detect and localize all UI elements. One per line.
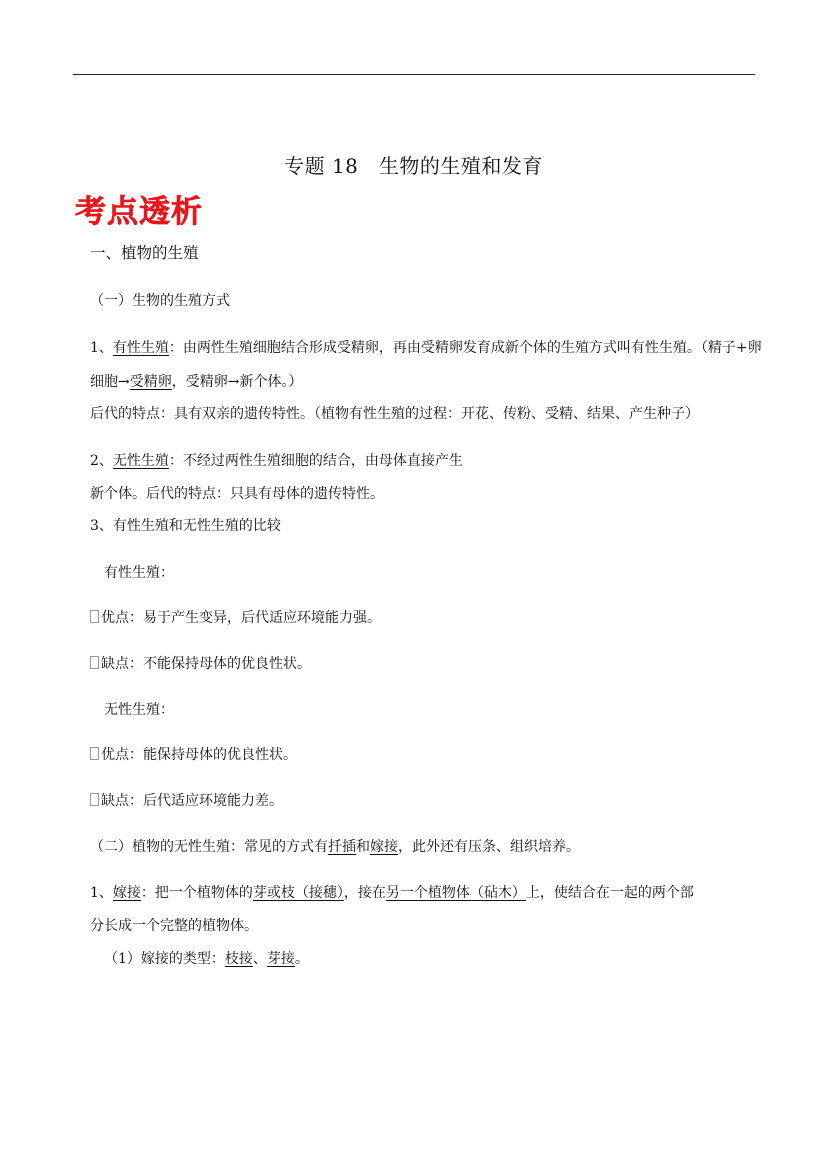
- term-rootstock: 另一个植物体（砧木）: [385, 885, 526, 901]
- term-zygote: 受精卵: [129, 374, 172, 390]
- asexual-label: 无性生殖：: [104, 702, 174, 718]
- paragraph-text: 。: [294, 951, 309, 967]
- graft-definition-line2: 分长成一个完整的植物体。: [90, 918, 258, 934]
- page-title: 专题 18 生物的生殖和发育: [284, 154, 543, 178]
- sexual-pro-text: 优点：易于产生变异，后代适应环境能力强。: [101, 610, 381, 626]
- paragraph-text: ，接在: [343, 885, 386, 901]
- asexual-pro-text: 优点：能保持母体的优良性状。: [101, 747, 297, 763]
- bullet-box-icon: [90, 610, 99, 623]
- bullet-box-icon: [90, 747, 99, 760]
- paragraph-text: ：由两性生殖细胞结合形成受精卵，再由受精卵发育成新个体的生殖方式叫有性生殖。（精子+卵: [168, 340, 762, 356]
- bullet-box-icon: [90, 793, 99, 806]
- paragraph-text: ，受精卵→新个体。）: [171, 374, 303, 390]
- paragraph-text: ：把一个植物体的: [140, 885, 253, 901]
- term-asexual: 无性生殖: [112, 453, 169, 469]
- banner-heading: 考点透析: [75, 194, 203, 230]
- term-sexual: 有性生殖: [112, 340, 169, 356]
- paragraph-text: ，此外还有压条、组织培养。: [398, 839, 580, 855]
- section-heading: 一、植物的生殖: [90, 244, 199, 262]
- term-grafting: 嫁接: [370, 839, 398, 855]
- paragraph-text: 、: [252, 951, 267, 967]
- item-number: 2、: [90, 453, 113, 469]
- term-scion: 芽或枝（接穗）: [252, 885, 344, 901]
- paragraph-sexual-traits: 后代的特点：具有双亲的遗传特性。（植物有性生殖的过程：开花、传粉、受精、结果、产生种子）: [90, 406, 699, 422]
- graft-definition-line1: [90, 885, 694, 902]
- sexual-label: 有性生殖：: [104, 565, 174, 581]
- subsection-heading: （一）生物的生殖方式: [90, 293, 230, 309]
- term-branch-graft: 枝接: [224, 951, 253, 967]
- asexual-con: [90, 793, 283, 810]
- asexual-con-text: 缺点：后代适应环境能力差。: [101, 793, 283, 809]
- term-bud-graft: 芽接: [266, 951, 295, 967]
- paragraph-text: 上，使结合在一起的两个部: [525, 885, 694, 901]
- paragraph-asexual-line1: [90, 453, 463, 470]
- subsection-heading-2: [90, 839, 580, 856]
- paragraph-text: （二）植物的无性生殖：常见的方式有: [90, 839, 328, 855]
- comparison-heading: 3、有性生殖和无性生殖的比较: [90, 518, 281, 534]
- item-number: 1、: [90, 340, 113, 356]
- sexual-con: [90, 656, 311, 673]
- sexual-pro: [90, 610, 381, 627]
- paragraph-asexual-line2: 新个体。后代的特点：只具有母体的遗传特性。: [90, 486, 384, 502]
- paragraph-text: （1）嫁接的类型：: [104, 951, 225, 967]
- paragraph-sexual-line2: [90, 374, 302, 391]
- paragraph-text: ：不经过两性生殖细胞的结合，由母体直接产生: [168, 453, 463, 469]
- bullet-box-icon: [90, 656, 99, 669]
- header-rule: [73, 74, 755, 75]
- term-grafting: 嫁接: [112, 885, 141, 901]
- graft-types: [104, 951, 309, 968]
- paragraph-sexual-line1: [90, 340, 762, 357]
- term-cutting: 扦插: [328, 839, 356, 855]
- sexual-con-text: 缺点：不能保持母体的优良性状。: [101, 656, 311, 672]
- asexual-pro: [90, 747, 297, 764]
- paragraph-text: 和: [356, 839, 370, 855]
- item-number: 1、: [90, 885, 113, 901]
- paragraph-text: 细胞→: [90, 374, 130, 390]
